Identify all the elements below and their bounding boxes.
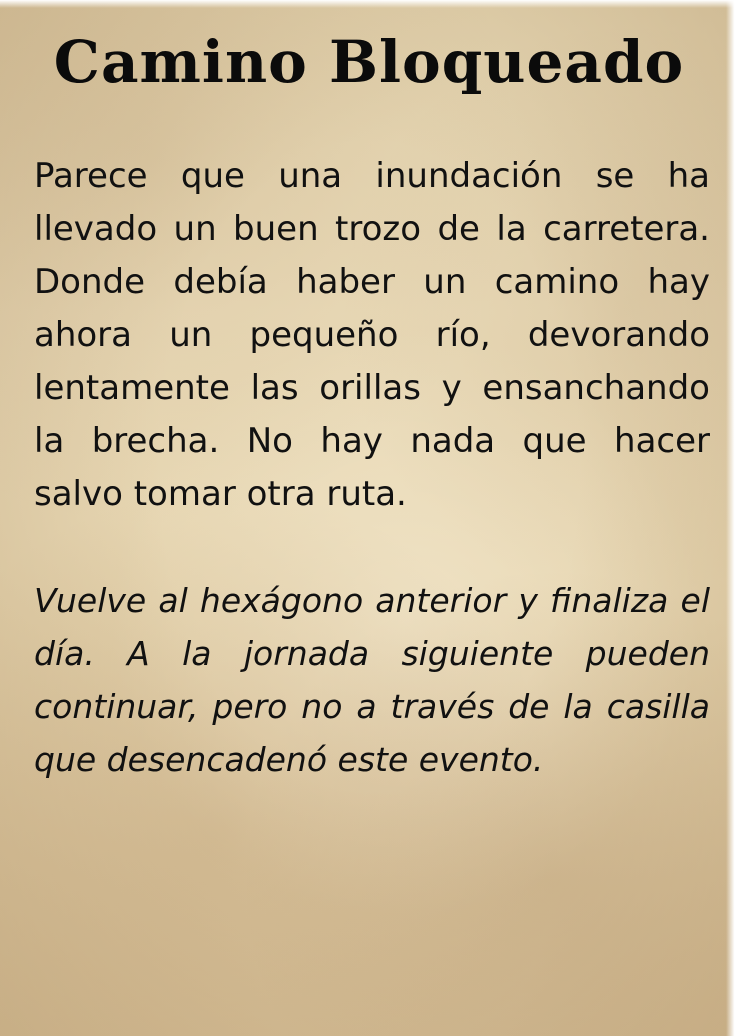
card-title: Camino Bloqueado (53, 28, 685, 96)
card-instruction: Vuelve al hexágono anterior y finaliza el día. A la jornada siguiente pueden continuar, pero no a través de la casilla que desencadenó este evento. (34, 581, 710, 779)
scan-edge-right (726, 0, 738, 1036)
scan-edge-top (0, 0, 738, 8)
card-description: Parece que una inundación se ha llevado un buen trozo de la carretera. Donde debía haber un camino hay ahora un pequeño río, devorando lentamente las orillas y ensanchando la brecha. No hay nada que hacer salvo tomar otra ruta. (34, 156, 710, 514)
